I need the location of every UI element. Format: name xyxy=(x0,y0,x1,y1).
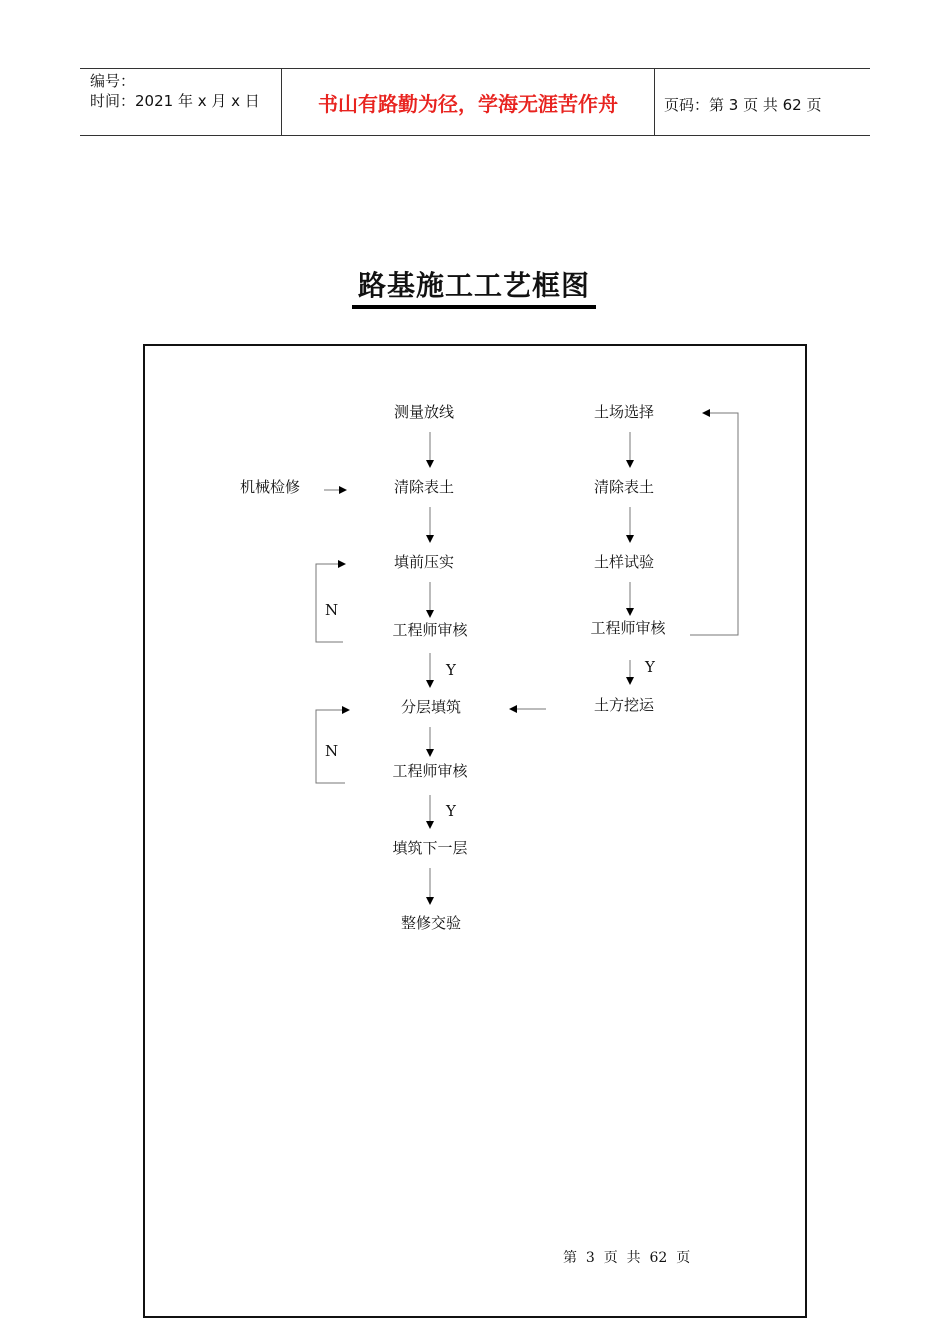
node-engineer-review-2: 工程师审核 xyxy=(392,762,468,780)
label-no-2: N xyxy=(325,742,339,760)
node-engineer-review-1: 工程师审核 xyxy=(392,621,468,639)
header-motto: 书山有路勤为径，学海无涯苦作舟 xyxy=(318,92,618,116)
node-layer-fill: 分层填筑 xyxy=(400,698,462,716)
node-fill-next-layer: 填筑下一层 xyxy=(392,839,468,857)
label-yes-right: Y xyxy=(645,658,655,676)
label-yes-1: Y xyxy=(446,661,456,679)
page-title: 路基施工工艺框图 xyxy=(357,269,590,302)
node-soil-test: 土样试验 xyxy=(593,553,655,571)
node-survey: 测量放线 xyxy=(393,403,455,421)
node-engineer-review-right: 工程师审核 xyxy=(590,619,666,637)
page-footer: 第 3 页 共 62 页 xyxy=(563,1250,691,1266)
node-precompact: 填前压实 xyxy=(393,553,455,571)
node-earth-haul: 土方挖运 xyxy=(593,696,655,714)
serial-label: 编号： xyxy=(90,72,136,90)
node-site-select: 土场选择 xyxy=(593,403,655,421)
label-yes-2: Y xyxy=(446,802,456,820)
date-label: 时间：2021 年 x 月 x 日 xyxy=(90,92,260,110)
node-finish-accept: 整修交验 xyxy=(400,914,462,932)
node-clear-topsoil-left: 清除表土 xyxy=(393,478,455,496)
node-clear-topsoil-right: 清除表土 xyxy=(593,478,655,496)
label-no-1: N xyxy=(325,601,339,619)
arrow-feedback-site xyxy=(690,413,738,635)
node-machine-repair: 机械检修 xyxy=(239,478,301,496)
page-number-label: 页码：第 3 页 共 62 页 xyxy=(664,96,822,114)
